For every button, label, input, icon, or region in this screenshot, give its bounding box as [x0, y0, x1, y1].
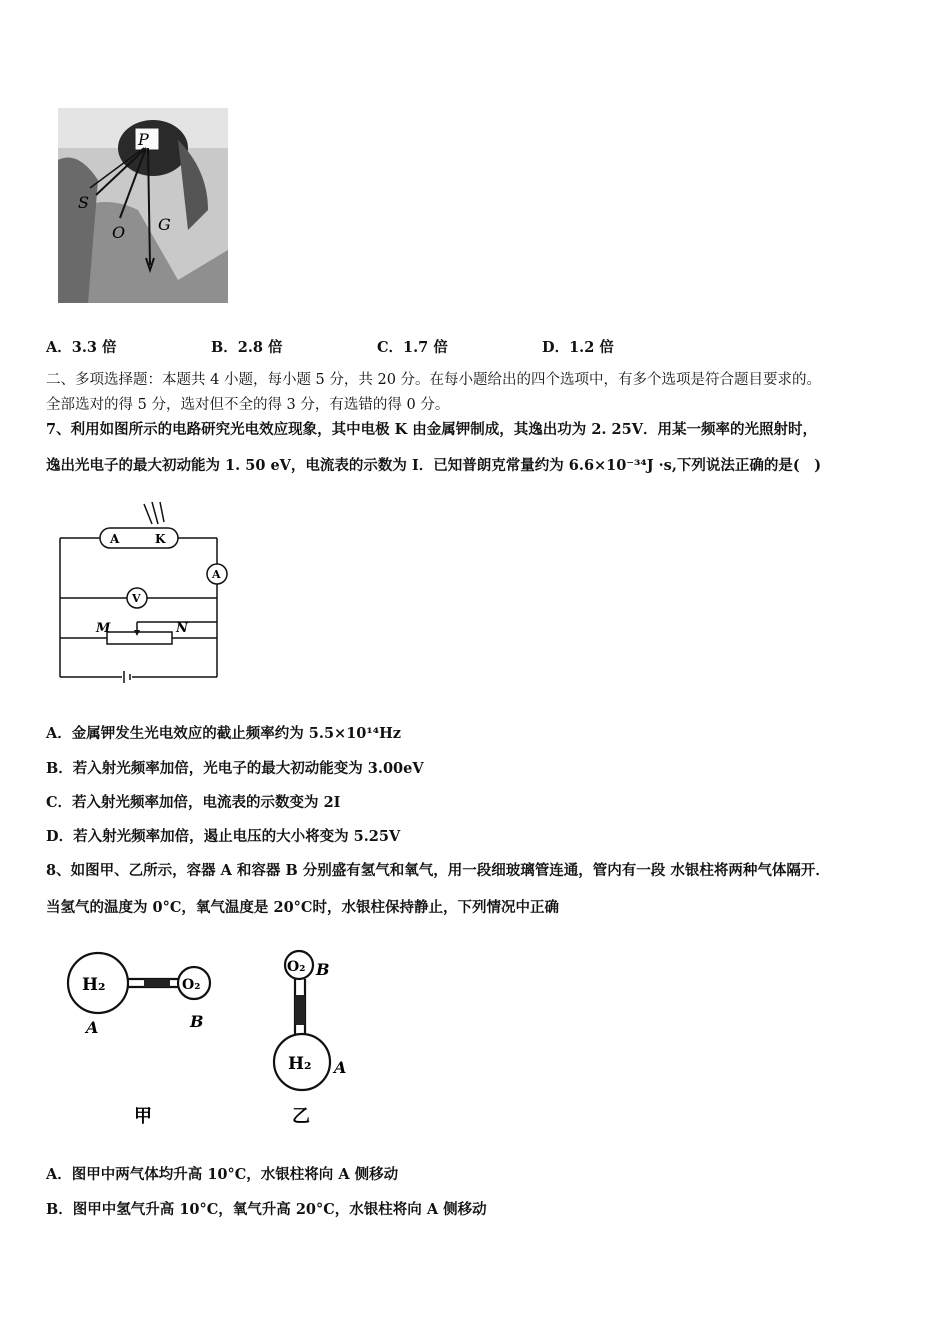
q8-option-a: A．图甲中两气体均升高 10°C，水银柱将向 A 侧移动: [46, 1166, 399, 1183]
q6-option-d: D．1.2 倍: [542, 339, 614, 356]
q7-option-c: C．若入射光频率加倍，电流表的示数变为 2I: [46, 794, 341, 811]
circuit-label-k: K: [155, 532, 166, 546]
q7-stem-line1: 7、利用如图所示的电路研究光电效应现象，其中电极 K 由金属钾制成，其逸出功为 2. 25V．用某一频率的光照射时，: [46, 421, 817, 438]
q8-option-b: B．图甲中氢气升高 10°C，氧气升高 20°C，水银柱将向 A 侧移动: [46, 1201, 487, 1218]
voltmeter-label: V: [132, 592, 141, 605]
q8-figure-jia: [60, 945, 220, 1135]
yi-label-a: A: [334, 1058, 347, 1077]
circuit-label-a: A: [110, 532, 120, 546]
circuit-label-m: M: [96, 621, 111, 636]
jia-caption: 甲: [134, 1106, 152, 1127]
yi-o2-label: O₂: [287, 959, 306, 975]
q6-option-a: A．3.3 倍: [46, 339, 117, 356]
jia-o2-label: O₂: [182, 977, 201, 993]
q7-stem-line2: 逸出光电子的最大初动能为 1. 50 eV，电流表的示数为 I．已知普朗克常量约为 6.6×10⁻³⁴J ·s,下列说法正确的是( ): [46, 457, 822, 474]
yi-caption: 乙: [292, 1106, 310, 1127]
q8-stem-line1: 8、如图甲、乙所示，容器 A 和容器 B 分别盛有氢气和氧气，用一段细玻璃管连通，管内有一段 水银柱将两种气体隔开．: [46, 862, 830, 879]
q8-figure-yi: [262, 945, 362, 1135]
q7-option-a: A．金属钾发生光电效应的截止频率约为 5.5×10¹⁴Hz: [46, 725, 402, 742]
label-s: S: [78, 193, 89, 212]
q7-circuit-figure: [52, 492, 232, 692]
q7-option-b: B．若入射光频率加倍，光电子的最大初动能变为 3.00eV: [46, 760, 424, 777]
section2-line2: 全部选对的得 5 分，选对但不全的得 3 分，有选错的得 0 分。: [46, 397, 450, 413]
jia-h2-label: H₂: [82, 975, 106, 995]
q6-option-b: B．2.8 倍: [211, 339, 283, 356]
label-p: P: [138, 130, 149, 149]
q7-option-d: D．若入射光频率加倍，遏止电压的大小将变为 5.25V: [46, 828, 401, 845]
q8-stem-line2: 当氢气的温度为 0°C，氧气温度是 20°C时，水银柱保持静止，下列情况中正确: [46, 899, 559, 916]
q6-option-c: C．1.7 倍: [377, 339, 448, 356]
yi-label-b: B: [316, 960, 330, 979]
label-o: O: [112, 223, 126, 242]
q6-photo-figure: [58, 100, 230, 305]
label-g: G: [158, 215, 171, 234]
jia-label-a: A: [86, 1018, 99, 1037]
yi-h2-label: H₂: [288, 1054, 312, 1074]
circuit-label-n: N: [176, 621, 188, 636]
section2-line1: 二、多项选择题：本题共 4 小题，每小题 5 分，共 20 分。在每小题给出的四个选项中，有多个选项是符合题目要求的。: [46, 372, 822, 388]
ammeter-label: A: [212, 568, 221, 581]
jia-label-b: B: [190, 1012, 204, 1031]
